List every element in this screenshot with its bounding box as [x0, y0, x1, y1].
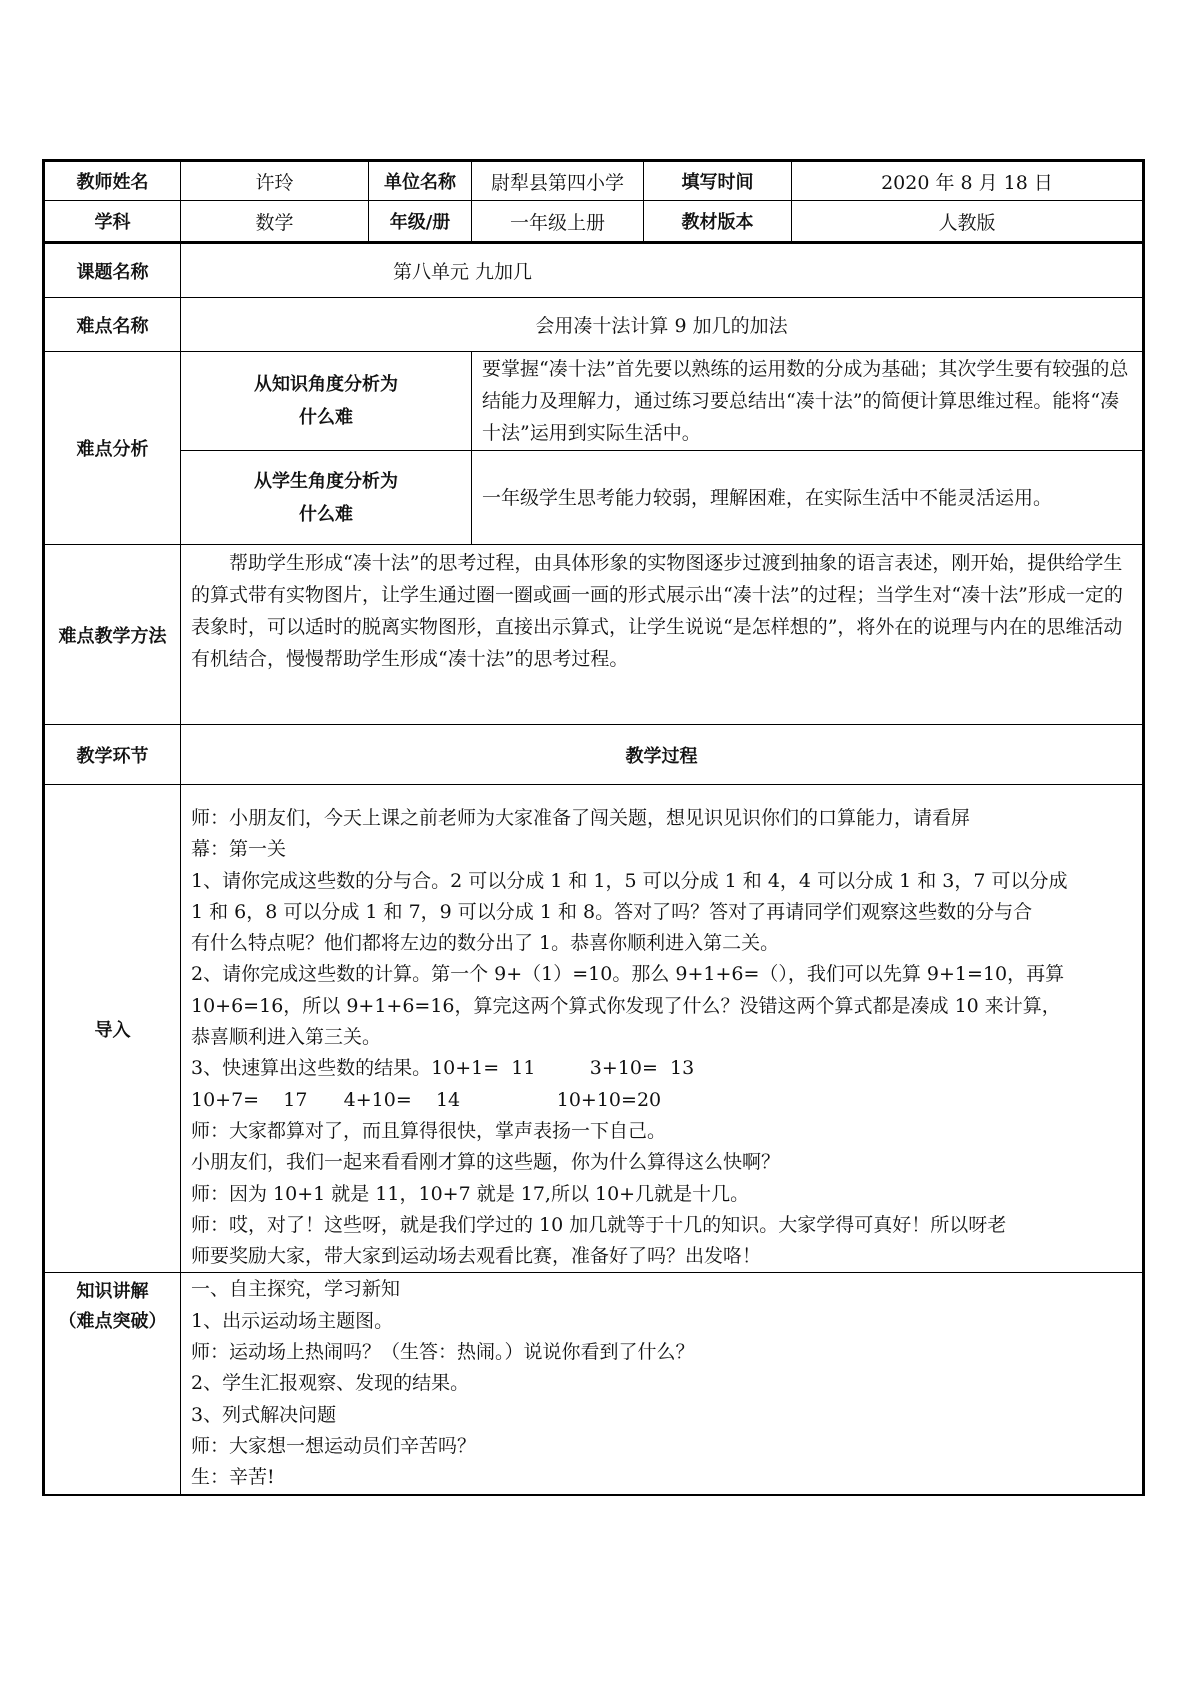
intro-line: 小朋友们，我们一起来看看刚才算的这些题，你为什么算得这么快啊？	[191, 1151, 781, 1174]
analysis-label: 难点分析	[44, 352, 181, 545]
grade-value: 一年级上册	[472, 201, 644, 243]
student-angle-label	[181, 451, 472, 545]
intro-line: 10+6=16，所以 9+1+6=16，算完这两个算式你发现了什么？没错这两个算式都是凑成 10 来计算，	[191, 994, 1061, 1017]
intro-row	[44, 785, 1144, 1273]
subject-label: 学科	[44, 201, 181, 243]
knowledge-line: 生：辛苦!	[191, 1466, 275, 1489]
lesson-plan-table	[42, 159, 1142, 1496]
header-row-2	[44, 201, 1144, 243]
knowledge-content	[181, 1273, 1144, 1495]
intro-line: 师：小朋友们，今天上课之前老师为大家准备了闯关题，想见识见识你们的口算能力，请看屏	[191, 807, 971, 829]
intro-line: 10+7= 17 4+10= 14 10+10=20	[191, 1088, 662, 1111]
topic-value: 第八单元 九加几	[181, 243, 1144, 298]
process-header-row	[44, 725, 1144, 785]
grade-label: 年级/册	[369, 201, 472, 243]
analysis-knowledge-row	[44, 352, 1144, 451]
intro-line: 师：因为 10+1 就是 11，10+7 就是 17,所以 10+几就是十几。	[191, 1182, 750, 1205]
knowledge-angle-paragraph: 要掌握“凑十法”首先要以熟练的运用数的分成为基础；其次学生要有较强的总结能力及理解力，通过练习要总结出“凑十法”的简便计算思维过程。能将“凑十法”运用到实际生活中。	[482, 358, 1129, 444]
fill-date-label: 填写时间	[644, 161, 792, 201]
method-paragraph: 帮助学生形成“凑十法”的思考过程，由具体形象的实物图逐步过渡到抽象的语言表述，刚开始，提供给学生的算式带有实物图片，让学生通过圈一圈或画一画的形式展示出“凑十法”的过程；当学生对“凑十法”形成一定的表象时，可以适时的脱离实物图形，直接出示算式，让学生说说“是怎样想的”，将外在的说理与内在的思维活动有机结合，慢慢帮助学生形成“凑十法”的思考过程。	[191, 552, 1123, 670]
knowledge-label-line1: 知识讲解	[76, 1281, 149, 1303]
difficulty-value: 会用凑十法计算 9 加几的加法	[181, 298, 1144, 352]
unit-name-value: 尉犁县第四小学	[472, 161, 644, 201]
intro-line: 1 和 6，8 可以分成 1 和 7，9 可以分成 1 和 8。答对了吗？答对了再请同学们观察这些数的分与合	[191, 900, 1033, 923]
knowledge-label	[44, 1273, 181, 1495]
subject-value: 数学	[181, 201, 369, 243]
knowledge-line: 一、自主探究，学习新知	[191, 1278, 401, 1301]
intro-line: 3、快速算出这些数的结果。10+1= 11 3+10= 13	[191, 1057, 695, 1080]
knowledge-angle-text	[472, 352, 1144, 451]
header-row-1	[44, 161, 1144, 201]
knowledge-angle-label	[181, 352, 472, 451]
intro-line: 幕：第一关	[191, 838, 287, 861]
fill-date-value: 2020 年 8 月 18 日	[792, 161, 1144, 201]
method-text	[181, 545, 1144, 725]
knowledge-angle-label-line1: 从知识角度分析为	[254, 374, 398, 395]
student-angle-paragraph: 一年级学生思考能力较弱，理解困难，在实际生活中不能灵活运用。	[482, 486, 1053, 509]
intro-line: 恭喜顺利进入第三关。	[191, 1026, 382, 1049]
intro-line: 有什么特点呢？他们都将左边的数分出了 1。恭喜你顺利进入第二关。	[191, 932, 780, 955]
unit-name-label: 单位名称	[369, 161, 472, 201]
topic-row	[44, 243, 1144, 298]
intro-line: 师要奖励大家，带大家到运动场去观看比赛，准备好了吗？出发咯！	[191, 1245, 762, 1268]
teacher-name-label: 教师姓名	[44, 161, 181, 201]
stage-header: 教学环节	[44, 725, 181, 785]
method-row	[44, 545, 1144, 725]
knowledge-line: 1、出示运动场主题图。	[191, 1309, 394, 1332]
analysis-student-row	[44, 451, 1144, 545]
student-angle-text	[472, 451, 1144, 545]
edition-label: 教材版本	[644, 201, 792, 243]
intro-content	[181, 785, 1144, 1273]
knowledge-row	[44, 1273, 1144, 1495]
method-label: 难点教学方法	[44, 545, 181, 725]
knowledge-line: 3、列式解决问题	[191, 1403, 337, 1426]
teacher-name-value: 许玲	[181, 161, 369, 201]
knowledge-line: 2、学生汇报观察、发现的结果。	[191, 1372, 470, 1395]
knowledge-angle-label-line2: 什么难	[299, 407, 353, 428]
edition-value: 人教版	[792, 201, 1144, 243]
intro-line: 师：大家都算对了，而且算得很快，掌声表扬一下自己。	[191, 1119, 667, 1142]
lesson-plan-grid	[42, 159, 1145, 1496]
intro-label: 导入	[44, 785, 181, 1273]
process-header: 教学过程	[181, 725, 1144, 785]
student-angle-label-line1: 从学生角度分析为	[254, 470, 398, 492]
topic-label: 课题名称	[44, 243, 181, 298]
knowledge-line: 师：运动场上热闹吗？（生答：热闹。）说说你看到了什么？	[191, 1341, 695, 1364]
intro-line: 1、请你完成这些数的分与合。2 可以分成 1 和 1，5 可以分成 1 和 4，4 可以分成 1 和 3，7 可以分成	[191, 869, 1068, 892]
student-angle-label-line2: 什么难	[299, 503, 353, 525]
difficulty-row	[44, 298, 1144, 352]
intro-line: 2、请你完成这些数的计算。第一个 9+（1）=10。那么 9+1+6=（），我们可以先算 9+1=10，再算	[191, 963, 1065, 986]
knowledge-label-line2: （难点突破）	[58, 1311, 167, 1333]
difficulty-label: 难点名称	[44, 298, 181, 352]
knowledge-line: 师：大家想一想运动员们辛苦吗？	[191, 1434, 477, 1457]
intro-line: 师：哎，对了！这些呀，就是我们学过的 10 加几就等于十几的知识。大家学得可真好！所以呀老	[191, 1213, 1007, 1236]
